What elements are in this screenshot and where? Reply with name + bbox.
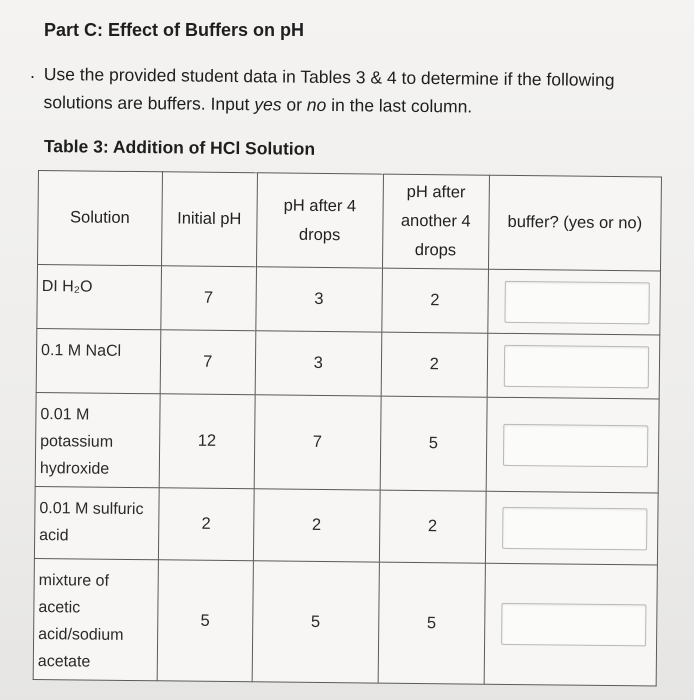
table-caption: Table 3: Addition of HCl Solution [43,136,316,159]
ph-after-8-cell: 5 [380,396,487,491]
initial-ph-cell: 7 [161,266,257,331]
ph-after-4-cell: 7 [254,395,381,490]
instructions: Use the provided student data in Tables 3 & 4 to determine if the following solutions are buffers. Input yes or no in the last column. [43,63,615,117]
initial-ph-cell: 2 [158,488,254,561]
buffer-answer-cell [484,563,657,686]
header-initial-ph: Initial pH [161,172,257,267]
header-ph-after-4: pH after 4 drops [256,173,383,268]
ph-after-8-cell: 2 [382,268,489,333]
ph-after-4-cell: 3 [256,267,383,332]
ph-after-4-cell: 3 [255,331,382,396]
buffer-answer-input[interactable] [503,423,649,467]
buffer-answer-cell [488,269,661,335]
initial-ph-cell: 12 [159,394,255,489]
table-row [37,265,661,336]
table-row [35,392,659,493]
solution-cell: 0.01 M sulfuric acid [34,486,159,559]
buffer-answer-cell [486,397,659,493]
solution-cell: mixture of acetic acid/sodium acetate [33,558,158,680]
header-buffer: buffer? (yes or no) [488,175,661,271]
buffer-answer-input[interactable] [501,603,647,647]
bullet-mark: . [30,62,36,82]
initial-ph-cell: 5 [157,560,253,682]
ph-after-8-cell: 2 [381,332,488,397]
table-header-row [38,171,662,272]
buffer-table [33,170,662,671]
buffer-answer-input[interactable] [504,344,650,388]
section-heading: Part C: Effect of Buffers on pH [44,20,305,40]
table-row [33,558,657,686]
buffer-answer-input[interactable] [502,506,648,550]
table-row [36,328,660,399]
solution-cell: 0.01 M potassium hydroxide [35,392,160,487]
buffer-answer-cell [485,491,658,565]
buffer-answer-input[interactable] [504,280,650,324]
initial-ph-cell: 7 [160,330,256,395]
ph-after-4-cell: 2 [253,489,380,562]
header-solution: Solution [38,171,163,266]
header-ph-after-another-4: pH after another 4 drops [382,174,489,269]
table-row [34,486,658,565]
ph-after-4-cell: 5 [252,561,379,683]
solution-cell: DI H₂O [37,265,161,330]
solution-cell: 0.1 M NaCl [36,328,160,393]
buffer-answer-cell [487,333,660,399]
ph-after-8-cell: 2 [379,490,486,563]
ph-after-8-cell: 5 [378,562,485,684]
